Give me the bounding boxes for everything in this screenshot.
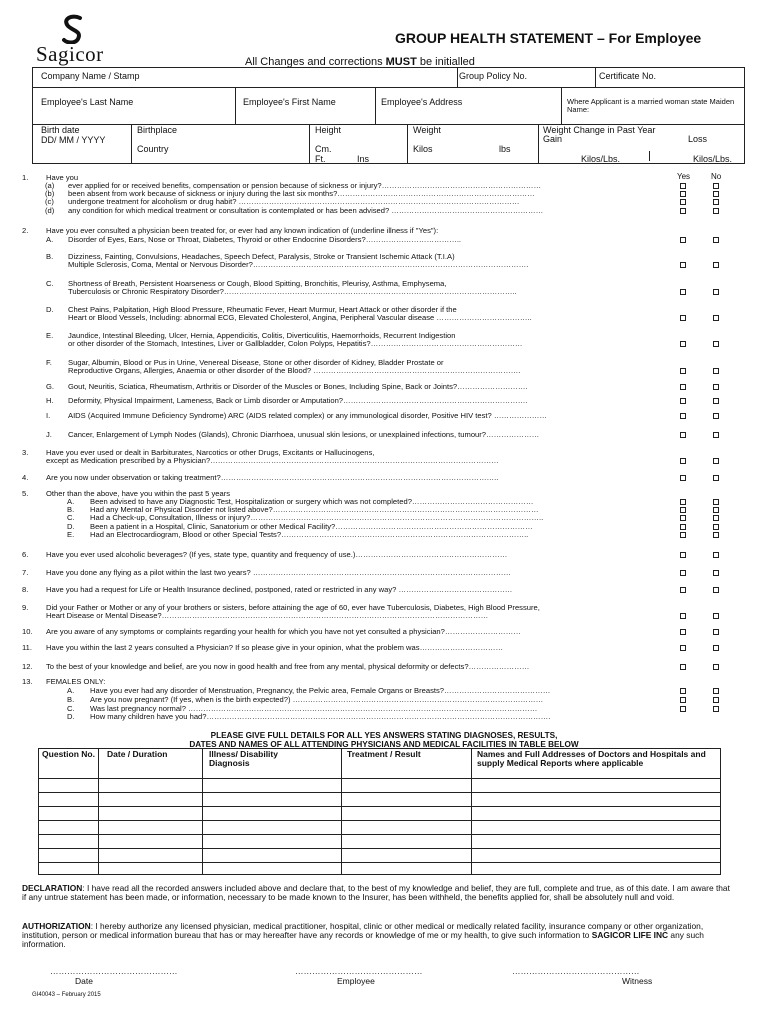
question-number: 3. <box>22 448 29 457</box>
question-text: Are you now under observation or taking treatment?……………………………………………………………………………………………….. <box>46 473 499 482</box>
yes-checkbox[interactable] <box>680 499 686 505</box>
yes-checkbox[interactable] <box>680 183 686 189</box>
question-number: J. <box>46 430 52 439</box>
no-checkbox[interactable] <box>713 507 719 513</box>
question-number: 13. <box>22 677 33 686</box>
question-number: 1. <box>22 173 29 182</box>
question-text: Did your Father or Mother or any of your brothers or sisters, before attaining the age of 60, ever have Tuberculosis, Diabetes, High Blood Pressure, <box>46 603 540 612</box>
yes-checkbox[interactable] <box>680 475 686 481</box>
no-checkbox[interactable] <box>713 237 719 243</box>
no-checkbox[interactable] <box>713 398 719 404</box>
address-field[interactable]: Employee's Address <box>381 97 463 107</box>
height-label: Height <box>315 125 342 135</box>
question-number: A. <box>67 686 75 695</box>
question-text: To the best of your knowledge and belief, are you now in good health and free from any mental, physical deformity or defects?…………………… <box>46 662 530 671</box>
no-checkbox[interactable] <box>713 413 719 419</box>
no-checkbox[interactable] <box>713 613 719 619</box>
sagicor-logo-icon <box>58 14 88 44</box>
question-text: Have you ever had any disorder of Menstruation, Pregnancy, the Pelvic area, Female Organs or Breasts?…………………………………… <box>90 686 551 695</box>
weight-loss-label: Loss <box>688 134 708 144</box>
question-number: C. <box>67 704 75 713</box>
question-text: Have you done any flying as a pilot within the last two years? ………………………………………………………………………………………… <box>46 568 512 577</box>
weight-gain-label: Gain <box>543 134 563 144</box>
applicant-info-grid <box>32 67 745 164</box>
date-signature-line[interactable]: ……………………………………… <box>50 966 178 976</box>
question-text: ever applied for or received benefits, compensation or pension because of sickness or injury?……………………………………………………… <box>68 181 542 190</box>
question-number: (c) <box>45 197 54 206</box>
yes-column-label: Yes <box>677 172 691 181</box>
question-text: FEMALES ONLY: <box>46 677 106 686</box>
question-number: G. <box>46 382 55 391</box>
yes-checkbox[interactable] <box>680 664 686 670</box>
height-cm[interactable]: Cm. <box>315 144 332 154</box>
yes-checkbox[interactable] <box>680 199 686 205</box>
yes-checkbox[interactable] <box>680 432 686 438</box>
question-text: Been a patient in a Hospital, Clinic, Sanatorium or other Medical Facility?…………………………………………………………………… <box>90 522 533 531</box>
question-text: Had any Mental or Physical Disorder not listed above?…………………………………………………………………………………………… <box>90 505 539 514</box>
yes-checkbox[interactable] <box>680 688 686 694</box>
th-illness-diagnosis: Illness/ Disability Diagnosis <box>209 749 278 768</box>
no-checkbox[interactable] <box>713 499 719 505</box>
question-number: 12. <box>22 662 33 671</box>
yes-checkbox[interactable] <box>680 587 686 593</box>
question-number: C. <box>46 279 54 288</box>
group-policy-field[interactable]: Group Policy No. <box>459 71 528 81</box>
yes-checkbox[interactable] <box>680 315 686 321</box>
question-number: 7. <box>22 568 29 577</box>
th-date-duration: Date / Duration <box>107 749 168 759</box>
question-number: 4. <box>22 473 29 482</box>
question-text: How many children have you had?………………………………………………………………………………………………………………………. <box>90 712 551 721</box>
no-checkbox[interactable] <box>713 289 719 295</box>
first-name-field[interactable]: Employee's First Name <box>243 97 336 107</box>
no-checkbox[interactable] <box>713 587 719 593</box>
question-number: C. <box>67 513 75 522</box>
employee-label: Employee <box>337 976 375 986</box>
weight-label: Weight <box>413 125 441 135</box>
question-text: undergone treatment for alcoholism or drug habit? ………………………………………………………………………………………………… <box>68 197 520 206</box>
yes-checkbox[interactable] <box>680 384 686 390</box>
question-number: E. <box>67 530 75 539</box>
question-text: except as Medication prescribed by a Physician?…………………………………………………………………………………………………… <box>46 456 499 465</box>
declaration-text: DECLARATION: I have read all the recorded answers included above and declare that, to the best of my knowledge and belief, they are full, complete and true, as of this date. I am aware that if any untrue statement has been made, or information, necessary to be made known to the Insurer, has been withheld, the benefits applied for, shall be absolutely null and void. <box>22 883 730 902</box>
last-name-field[interactable]: Employee's Last Name <box>41 97 134 107</box>
employee-signature-line[interactable]: ……………………………………… <box>295 966 423 976</box>
no-checkbox[interactable] <box>713 262 719 268</box>
question-text: Chest Pains, Palpitation, High Blood Pressure, Rheumatic Fever, Heart Murmur, Heart Attack or other disorder if the <box>68 305 457 314</box>
question-text: Other than the above, have you within the past 5 years <box>46 489 231 498</box>
no-checkbox[interactable] <box>713 645 719 651</box>
question-text: Dizziness, Fainting, Convulsions, Headaches, Speech Defect, Paralysis, Stroke or Transient Ischemic Attack (T.I.A) <box>68 252 455 261</box>
country-label[interactable]: Country <box>137 144 169 154</box>
birthplace-label[interactable]: Birthplace <box>137 125 178 135</box>
question-text: Multiple Sclerosis, Coma, Mental or Nervous Disorder?………………………………………………………………………………………………. <box>68 260 529 269</box>
no-checkbox[interactable] <box>713 341 719 347</box>
question-number: A. <box>46 235 54 244</box>
no-column-label: No <box>711 172 722 181</box>
certificate-field[interactable]: Certificate No. <box>599 71 657 81</box>
question-text: Have you ever used alcoholic beverages? (If yes, state type, quantity and frequency of use.)…………………………………………………… <box>46 550 508 559</box>
no-checkbox[interactable] <box>713 432 719 438</box>
yes-checkbox[interactable] <box>680 706 686 712</box>
question-text: Have you ever used or dealt in Barbiturates, Narcotics or other Drugs, Excitants or Hallucinogens, <box>46 448 375 457</box>
question-text: Have you ever consulted a physician been treated for, or ever had any known indication of (underline illness if "Yes"): <box>46 226 439 235</box>
question-text: Jaundice, Intestinal Bleeding, Ulcer, Hernia, Appendicitis, Colitis, Diverticulitis, Haemorrhoids, Recurrent Indigestion <box>68 331 456 340</box>
question-number: B. <box>46 252 54 261</box>
yes-checkbox[interactable] <box>680 532 686 538</box>
height-ins[interactable]: Ins <box>357 154 370 164</box>
details-heading-1: PLEASE GIVE FULL DETAILS FOR ALL YES ANSWERS STATING DIAGNOSES, RESULTS, <box>210 731 558 740</box>
question-text: Have you <box>46 173 79 182</box>
yes-checkbox[interactable] <box>680 524 686 530</box>
date-label: Date <box>75 976 93 986</box>
question-text: Gout, Neuritis, Sciatica, Rheumatism, Arthritis or Disorder of the Muscles or Bones, Including Spine, Back or Joints?………………………. <box>68 382 528 391</box>
gain-kilos-lbs[interactable]: Kilos/Lbs. <box>581 154 621 164</box>
weight-kilos[interactable]: Kilos <box>413 144 433 154</box>
th-treatment-result: Treatment / Result <box>347 749 421 759</box>
question-number: D. <box>67 522 75 531</box>
question-text: been absent from work because of sickness or injury during the last six months?…………………………………………………………………… <box>68 189 535 198</box>
yes-checkbox[interactable] <box>680 552 686 558</box>
no-checkbox[interactable] <box>713 458 719 464</box>
company-name-field[interactable]: Company Name / Stamp <box>41 71 140 81</box>
yes-checkbox[interactable] <box>680 629 686 635</box>
no-checkbox[interactable] <box>713 524 719 530</box>
subtitle: All Changes and corrections MUST be initialled <box>245 56 475 68</box>
yes-checkbox[interactable] <box>680 413 686 419</box>
no-checkbox[interactable] <box>713 183 719 189</box>
details-heading-2: DATES AND NAMES OF ALL ATTENDING PHYSICIANS AND MEDICAL FACILITIES IN TABLE BELOW <box>189 740 579 749</box>
question-number: F. <box>46 358 52 367</box>
question-text: Cancer, Enlargement of Lymph Nodes (Glands), Chronic Diarrhoea, unusual skin lesions, or unexplained infections, tumour?………………… <box>68 430 540 439</box>
weight-lbs[interactable]: lbs <box>499 144 511 154</box>
question-text: Tuberculosis or Chronic Respiratory Disorder?…………………………………………………………………………………………………….. <box>68 287 517 296</box>
authorization-text: AUTHORIZATION: I hereby authorize any licensed physician, medical practitioner, hospital, clinic or other medical or medically related facility, insurance company or other organization, institution, person or medical information bureau that has or may hereafter have any records or knowledge of me or my health, to give such information to SAGICOR LIFE INC any such information. <box>22 921 704 949</box>
question-text: AIDS (Acquired Immune Deficiency Syndrome) ARC (AIDS related complex) or any immunological disorder, Positive HIV test? ………………… <box>68 411 547 420</box>
question-number: 6. <box>22 550 29 559</box>
question-text: Are you aware of any symptoms or complaints regarding your health for which you have not yet consulted a physician?………………………… <box>46 627 521 636</box>
no-checkbox[interactable] <box>713 629 719 635</box>
question-number: 2. <box>22 226 29 235</box>
no-checkbox[interactable] <box>713 706 719 712</box>
no-checkbox[interactable] <box>713 532 719 538</box>
form-code: GI40043 – February 2015 <box>32 992 101 998</box>
yes-checkbox[interactable] <box>680 507 686 513</box>
question-number: E. <box>46 331 54 340</box>
question-text: Had a Check-up, Consultation, Illness or injury?…………………………………………………………………………………………………….. <box>90 513 544 522</box>
no-checkbox[interactable] <box>713 552 719 558</box>
question-number: 11. <box>22 643 32 652</box>
no-checkbox[interactable] <box>713 368 719 374</box>
question-text: Have you within the last 2 years consulted a Physician? If so please give in your opinion, what the problem was…………………………… <box>46 643 504 652</box>
question-text: Heart Disease or Mental Disease?………………………………………………………………………………………………………………… <box>46 611 489 620</box>
yes-checkbox[interactable] <box>680 398 686 404</box>
question-number: H. <box>46 396 54 405</box>
question-number: (d) <box>45 206 55 215</box>
no-checkbox[interactable] <box>713 191 719 197</box>
question-number: (a) <box>45 181 55 190</box>
question-number: B. <box>67 695 75 704</box>
yes-checkbox[interactable] <box>680 191 686 197</box>
yes-checkbox[interactable] <box>680 515 686 521</box>
yes-checkbox[interactable] <box>680 341 686 347</box>
yes-checkbox[interactable] <box>680 237 686 243</box>
question-number: D. <box>67 712 75 721</box>
yes-checkbox[interactable] <box>680 458 686 464</box>
question-number: A. <box>67 497 75 506</box>
question-text: Was last pregnancy normal? ………………………………………………………………………………………………………………………… <box>90 704 538 713</box>
question-text: Been advised to have any Diagnostic Test, Hospitalization or surgery which was not completed?………………………………………… <box>90 497 534 506</box>
question-number: D. <box>46 305 54 314</box>
question-number: B. <box>67 505 75 514</box>
maiden-name-field[interactable]: Where Applicant is a married woman state Maiden Name: <box>567 97 735 114</box>
no-checkbox[interactable] <box>713 688 719 694</box>
birth-date-label: Birth date <box>41 125 80 135</box>
no-checkbox[interactable] <box>713 199 719 205</box>
witness-signature-line[interactable]: ……………………………………… <box>512 966 640 976</box>
height-ft[interactable]: Ft. <box>315 154 326 164</box>
witness-label: Witness <box>622 976 653 986</box>
page-title: GROUP HEALTH STATEMENT – For Employee <box>395 30 702 46</box>
yes-checkbox[interactable] <box>680 697 686 703</box>
no-checkbox[interactable] <box>713 697 719 703</box>
question-number: 8. <box>22 585 29 594</box>
yes-checkbox[interactable] <box>680 613 686 619</box>
yes-checkbox[interactable] <box>680 368 686 374</box>
birth-date-format[interactable]: DD/ MM / YYYY <box>41 135 106 145</box>
question-number: 10. <box>22 627 33 636</box>
no-checkbox[interactable] <box>713 515 719 521</box>
no-checkbox[interactable] <box>713 664 719 670</box>
question-text: Have you had a request for Life or Health Insurance declined, postponed, rated or restricted in any way? ……………………………………… <box>46 585 513 594</box>
yes-checkbox[interactable] <box>680 289 686 295</box>
logo-text: Sagicor <box>36 42 104 66</box>
question-number: 9. <box>22 603 29 612</box>
question-text: Disorder of Eyes, Ears, Nose or Throat, Diabetes, Thyroid or other Endocrine Disorders?……………………………….. <box>68 235 462 244</box>
question-text: Had an Electrocardiogram, Blood or other Special Tests?…………………………………………………………………………………….. <box>90 530 529 539</box>
no-checkbox[interactable] <box>713 570 719 576</box>
no-checkbox[interactable] <box>713 315 719 321</box>
question-number: 5. <box>22 489 29 498</box>
no-checkbox[interactable] <box>713 475 719 481</box>
loss-kilos-lbs[interactable]: Kilos/Lbs. <box>693 154 733 164</box>
question-number: I. <box>46 411 51 420</box>
yes-checkbox[interactable] <box>680 262 686 268</box>
question-text: Sugar, Albumin, Blood or Pus in Urine, Venereal Disease, Stone or other disorder of Kidney, Bladder Prostate or <box>68 358 444 367</box>
no-checkbox[interactable] <box>713 208 719 214</box>
question-text: Deformity, Physical Impairment, Lameness, Back or Limb disorder or Amputation?………………………………………………………………. <box>68 396 528 405</box>
no-checkbox[interactable] <box>713 384 719 390</box>
details-table <box>38 748 721 875</box>
question-text: any condition for which medical treatment or consultation is contemplated or has been advised? …………………………………………………… <box>68 206 544 215</box>
yes-checkbox[interactable] <box>680 645 686 651</box>
question-number: (b) <box>45 189 55 198</box>
yes-checkbox[interactable] <box>680 570 686 576</box>
th-question-no: Question No. <box>42 749 95 759</box>
yes-checkbox[interactable] <box>680 208 686 214</box>
weight-change-label: Weight Change in Past Year <box>543 125 656 135</box>
question-text: Are you now pregnant? (If yes, when is the birth expected?) ……………………………………………………………………………………… <box>90 695 544 704</box>
question-text: or other disorder of the Stomach, Intestines, Liver or Gallbladder, Colon Polyps, Hepatitis?…………………………………………………… <box>68 339 523 348</box>
th-doctors-hospitals: Names and Full Addresses of Doctors and Hospitals and supply Medical Reports where applicable <box>477 749 706 768</box>
question-text: Shortness of Breath, Persistent Hoarseness or Cough, Blood Spitting, Bronchitis, Pleurisy, Asthma, Emphysema, <box>68 279 447 288</box>
question-text: Heart or Blood Vessels, Including: abnormal ECG, Elevated Cholesterol, Angina, Peripheral Vascular disease ……………………………….. <box>68 313 532 322</box>
question-text: Reproductive Organs, Allergies, Anaemia or other disorder of the Blood? ………………………………………………………………………. <box>68 366 521 375</box>
